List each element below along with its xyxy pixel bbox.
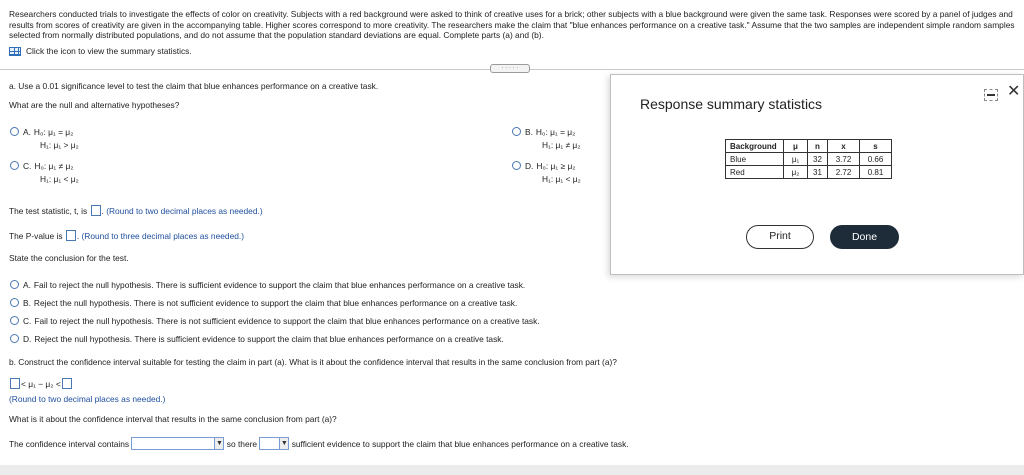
part-b-prompt: b. Construct the confidence interval suitable for testing the claim in part (a). What is it about the confidence interval that results in the same conclusion from part (a)?: [9, 357, 617, 367]
table-icon[interactable]: [9, 47, 21, 56]
dialog-title: Response summary statistics: [640, 96, 823, 112]
table-cell: 3.72: [828, 153, 860, 166]
expand-button[interactable]: · · · · ·: [490, 64, 530, 73]
interval-contains-dropdown[interactable]: [131, 437, 224, 450]
chevron-down-icon[interactable]: ▼: [280, 440, 288, 447]
interval-conclusion-row: The confidence interval contains ▼ so there ▼ sufficient evidence to support the claim that blue enhances performance on a creative task.: [9, 439, 629, 449]
summary-statistics-link[interactable]: [9, 46, 192, 56]
hypothesis-option-b[interactable]: B. H₀: μ₁ = μ₂ H₁: μ₁ ≠ μ₂: [512, 126, 581, 151]
conclusion-prompt: State the conclusion for the test.: [9, 253, 129, 263]
evidence-dropdown[interactable]: [259, 437, 289, 450]
table-header-row: [726, 140, 892, 153]
interval-hint: (Round to two decimal places as needed.): [9, 394, 166, 404]
hypothesis-option-c[interactable]: C. H₀: μ₁ ≠ μ₂ H₁: μ₁ < μ₂: [10, 160, 79, 185]
print-button[interactable]: Print: [746, 225, 814, 249]
conclusion-option-c[interactable]: C. Fail to reject the null hypothesis. There is not sufficient evidence to support the claim that blue enhances performance on a creative task.: [10, 316, 540, 326]
radio-button[interactable]: [10, 316, 19, 325]
column-header: Background: [726, 140, 784, 153]
hypothesis-option-d[interactable]: D. H₀: μ₁ ≥ μ₂ H₁: μ₁ < μ₂: [512, 160, 581, 185]
radio-button[interactable]: [10, 298, 19, 307]
table-row: [726, 153, 892, 166]
intro-text: Researchers conducted trials to investigate the effects of color on creativity. Subjects with a red background were asked to think of creative uses for a brick; other subjects with a blue background were given the same task. Responses were scored by a panel of judges and results from scores of creativity are given in the accompanying table. Higher scores correspond to more creativity. The researchers make the claim that "blue enhances performance on a creative task." Assume that the two samples are independent simple random samples selected from normally distributed populations, and do not assume that the population standard deviations are equal. Complete parts (a) and (b).: [9, 9, 1015, 40]
pvalue-input[interactable]: [66, 230, 76, 241]
radio-button[interactable]: [10, 161, 19, 170]
test-statistic-row: The test statistic, t, is . (Round to two decimal places as needed.): [9, 206, 263, 216]
close-icon[interactable]: ✕: [1007, 83, 1021, 100]
done-button[interactable]: Done: [830, 225, 899, 249]
minimize-icon[interactable]: [984, 89, 998, 101]
radio-button[interactable]: [512, 127, 521, 136]
chevron-down-icon[interactable]: ▼: [215, 440, 223, 447]
column-header: n: [808, 140, 828, 153]
table-row: [726, 166, 892, 179]
table-cell: 32: [808, 153, 828, 166]
column-header: s: [860, 140, 892, 153]
table-cell: 31: [808, 166, 828, 179]
radio-button[interactable]: [10, 280, 19, 289]
table-cell: μ₁: [784, 153, 808, 166]
radio-button[interactable]: [10, 334, 19, 343]
conclusion-option-b[interactable]: B. Reject the null hypothesis. There is not sufficient evidence to support the claim that blue enhances performance on a creative task.: [10, 298, 517, 308]
table-cell: 2.72: [828, 166, 860, 179]
radio-button[interactable]: [512, 161, 521, 170]
summary-table: [725, 139, 892, 179]
part-b-question: What is it about the confidence interval that results in the same conclusion from part (a)?: [9, 414, 337, 424]
hypothesis-option-a[interactable]: A. H₀: μ₁ = μ₂ H₁: μ₁ > μ₂: [10, 126, 79, 151]
interval-lower-input[interactable]: [10, 378, 20, 389]
conclusion-option-a[interactable]: A. Fail to reject the null hypothesis. There is sufficient evidence to support the claim that blue enhances performance on a creative task.: [10, 280, 525, 290]
column-header: x: [828, 140, 860, 153]
part-a-prompt: a. Use a 0.01 significance level to test the claim that blue enhances performance on a creative task.: [9, 81, 379, 91]
table-cell: 0.81: [860, 166, 892, 179]
footer-bar: [0, 465, 1024, 475]
test-statistic-input[interactable]: [91, 205, 101, 216]
table-cell: Blue: [726, 153, 784, 166]
hypotheses-question: What are the null and alternative hypotheses?: [9, 100, 180, 110]
summary-link-label[interactable]: Click the icon to view the summary statistics.: [26, 46, 192, 56]
conclusion-option-d[interactable]: D. Reject the null hypothesis. There is sufficient evidence to support the claim that blue enhances performance on a creative task.: [10, 334, 504, 344]
table-cell: Red: [726, 166, 784, 179]
summary-statistics-dialog: [610, 74, 1024, 275]
interval-upper-input[interactable]: [62, 378, 72, 389]
radio-button[interactable]: [10, 127, 19, 136]
column-header: μ: [784, 140, 808, 153]
table-cell: μ₂: [784, 166, 808, 179]
table-cell: 0.66: [860, 153, 892, 166]
pvalue-row: The P-value is . (Round to three decimal places as needed.): [9, 231, 244, 241]
confidence-interval-row: < μ₁ − μ₂ <: [9, 378, 73, 389]
